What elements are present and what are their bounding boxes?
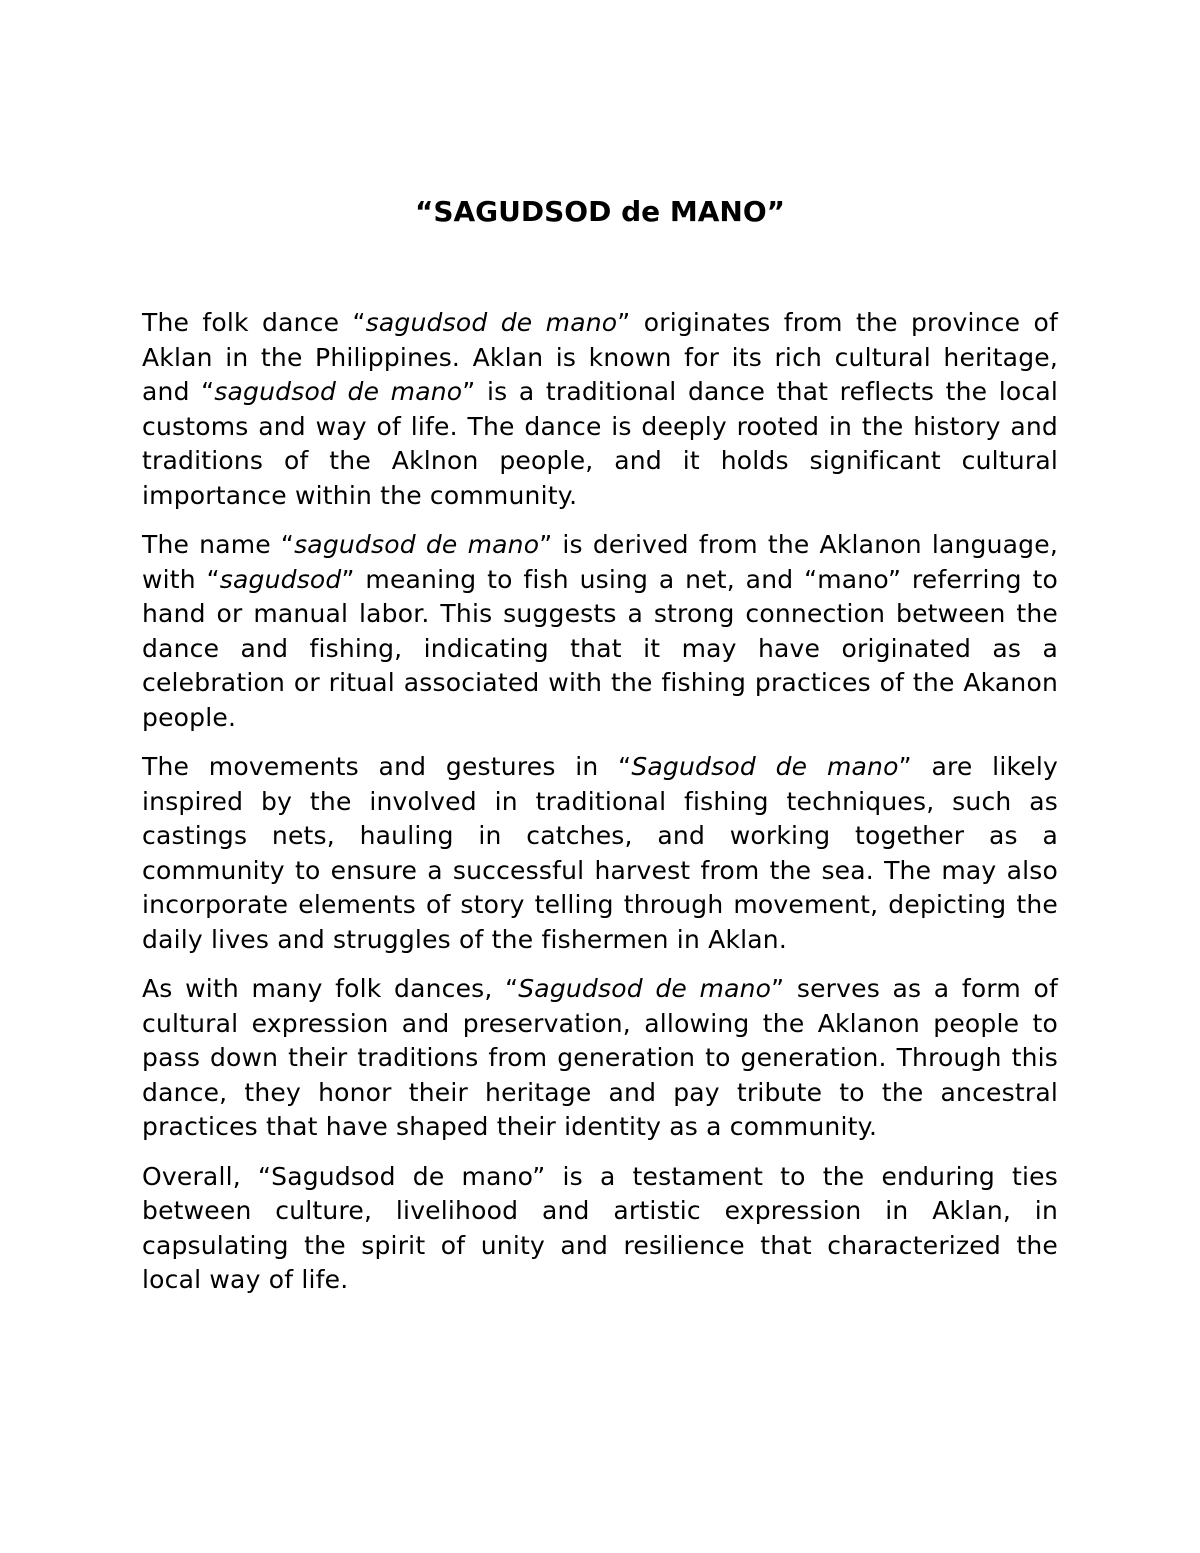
text-run: ” are likely inspired by the involved in traditional fishing techniques, such as castings nets, hauling in catches, and working together as a community to ensure a successful harvest from the sea. The may also incorporate elements of story telling through movement, depicting the daily lives and struggles of the fishermen in Aklan. — [142, 752, 1058, 954]
text-run: Overall, “Sagudsod de mano” is a testament to the enduring ties between culture, livelihood and artistic expression in Aklan, in capsulating the spirit of unity and resilience that characterized the local way of life. — [142, 1161, 1058, 1294]
text-run: The folk dance “ — [142, 308, 366, 337]
italic-text-run: sagudsod de mano — [365, 308, 618, 337]
document-title: “SAGUDSOD de MANO” — [414, 195, 786, 228]
paragraph-origin — [142, 306, 1058, 513]
paragraph-name-meaning — [142, 528, 1058, 735]
italic-text-run: sagudsod de mano — [294, 530, 540, 559]
paragraph-overall — [142, 1160, 1058, 1298]
paragraph-movements — [142, 750, 1058, 957]
document-body — [142, 306, 1058, 1313]
text-run: ” serves as a form of cultural expression and preservation, allowing the Aklanon people to pass down their traditions from generation to generation. Through this dance, they honor their heritage and pay tribute to the ancestral practices that have shaped their identity as a community. — [142, 974, 1059, 1141]
paragraph-cultural-expression — [142, 972, 1058, 1145]
italic-text-run: Sagudsod de mano — [518, 974, 772, 1003]
text-run: ” originates from the province of Aklan in the Philippines. Aklan is known for its rich cultural heritage, and “ — [142, 308, 1059, 406]
italic-text-run: sagudsod — [219, 564, 342, 594]
italic-text-run: Sagudsod de mano — [631, 752, 899, 781]
text-run: ” is a traditional dance that reflects the local customs and way of life. The dance is deeply rooted in the history and traditions of the Aklnon people, and it holds significant cultural importance within the community. — [142, 377, 1058, 510]
text-run: The name “ — [142, 530, 295, 559]
text-run: ” meaning to fish using a net, and “mano” referring to hand or manual labor. This suggests a strong connection between the dance and fishing, indicating that it may have originated as a celebration or ritual associated with the fishing practices of the Akanon people. — [142, 564, 1059, 732]
text-run: ” is derived from the Aklanon language, with “ — [142, 530, 1058, 594]
text-run: As with many folk dances, “ — [142, 974, 519, 1003]
italic-text-run: sagudsod de mano — [214, 377, 463, 406]
text-run: The movements and gestures in “ — [142, 752, 632, 781]
